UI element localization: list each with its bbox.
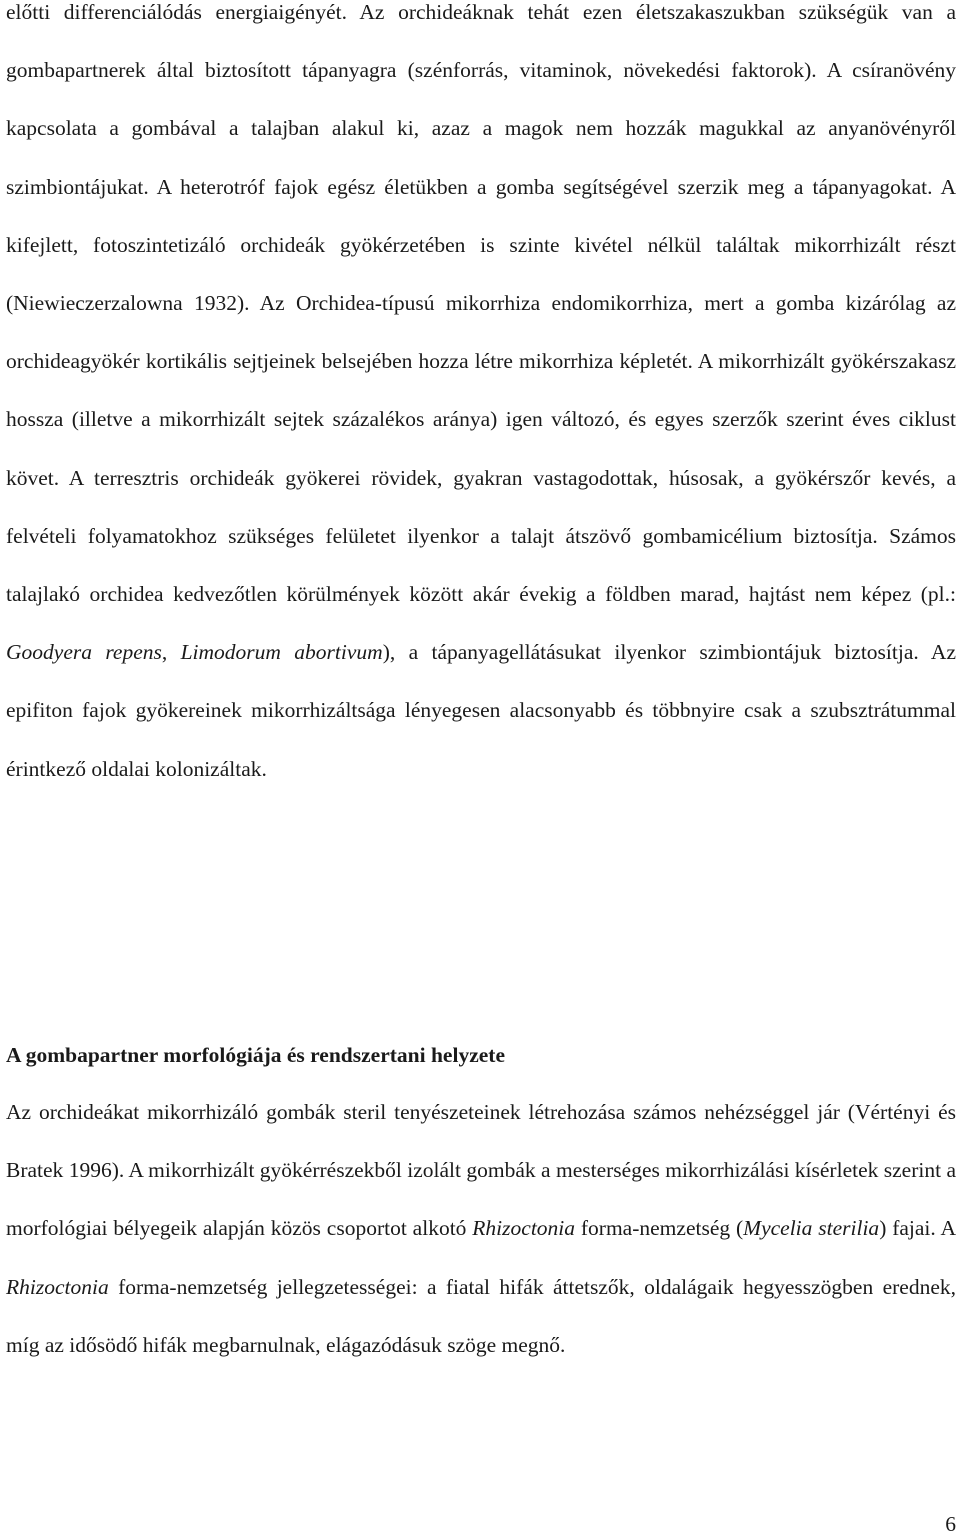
paragraph-text: ), a tápanyagellátásukat ilyenkor szimbiontájuk biztosítja. Az epifiton fajok gyökereinek mikorrhizáltsága lényegesen alacsonyabb és többnyire csak a szubsztrátummal érintkező oldalai kolonizáltak. (6, 640, 956, 781)
section-heading: A gombapartner morfológiája és rendszertani helyzete (6, 1043, 505, 1067)
page-number: 6 (945, 1512, 956, 1536)
body-paragraph-2 (6, 1083, 956, 1374)
paragraph-text: Az orchideákat mikorrhizáló gombák steril tenyészeteinek létrehozása számos nehézséggel jár (Vértényi és Bratek 1996). A mikorrhizált gyökérrészekből izolált gombák a mesterséges mikorrhizálási kísérletek szerint a morfológiai bélyegeik alapján közös csoportot alkotó (6, 1100, 956, 1241)
paragraph-text: , (161, 640, 181, 665)
genus-name: Rhizoctonia (472, 1216, 576, 1241)
species-name: Goodyera repens (6, 640, 162, 665)
genus-name: Mycelia sterilia (743, 1216, 880, 1241)
paragraph-text: forma-nemzetség ( (575, 1216, 744, 1241)
body-paragraph-1 (6, 0, 956, 798)
genus-name: Rhizoctonia (6, 1274, 109, 1299)
paragraph-text: ) fajai. A (879, 1216, 956, 1241)
paragraph-text: forma-nemzetség jellegzetességei: a fiatal hifák áttetszők, oldalágaik hegyesszögben erednek, míg az idősödő hifák megbarnulnak, elágazódásuk szöge megnő. (6, 1274, 956, 1357)
paragraph-text: előtti differenciálódás energiaigényét. Az orchideáknak tehát ezen életszakaszukban szükségük van a gombapartnerek által biztosított tápanyagra (szénforrás, vitaminok, növekedési faktorok). A csíranövény kapcsolata a gombával a talajban alakul ki, azaz a magok nem hozzák magukkal az anyanövényről szimbiontájukat. A heterotróf fajok egész életükben a gomba segítségével szerzik meg a tápanyagokat. A kifejlett, fotoszintetizáló orchideák gyökérzetében is szinte kivétel nélkül találtak mikorrhizált részt (Niewieczerzalowna 1932). Az Orchidea-típusú mikorrhiza endomikorrhiza, mert a gomba kizárólag az orchideagyökér kortikális sejtjeinek belsejében hozza létre mikorrhiza képletét. A mikorrhizált gyökérszakasz hossza (illetve a mikorrhizált sejtek százalékos aránya) igen változó, és egyes szerzők szerint éves ciklust követ. A terresztris orchideák gyökerei rövidek, gyakran vastagodottak, húsosak, a gyökérszőr kevés, a felvételi folyamatokhoz szükséges felületet ilyenkor a talajt átszövő gombamicélium biztosítja. Számos talajlakó orchidea kedvezőtlen körülmények között akár évekig a földben marad, hajtást nem képez (pl.: (6, 0, 956, 607)
species-name: Limodorum abortivum (180, 640, 383, 665)
